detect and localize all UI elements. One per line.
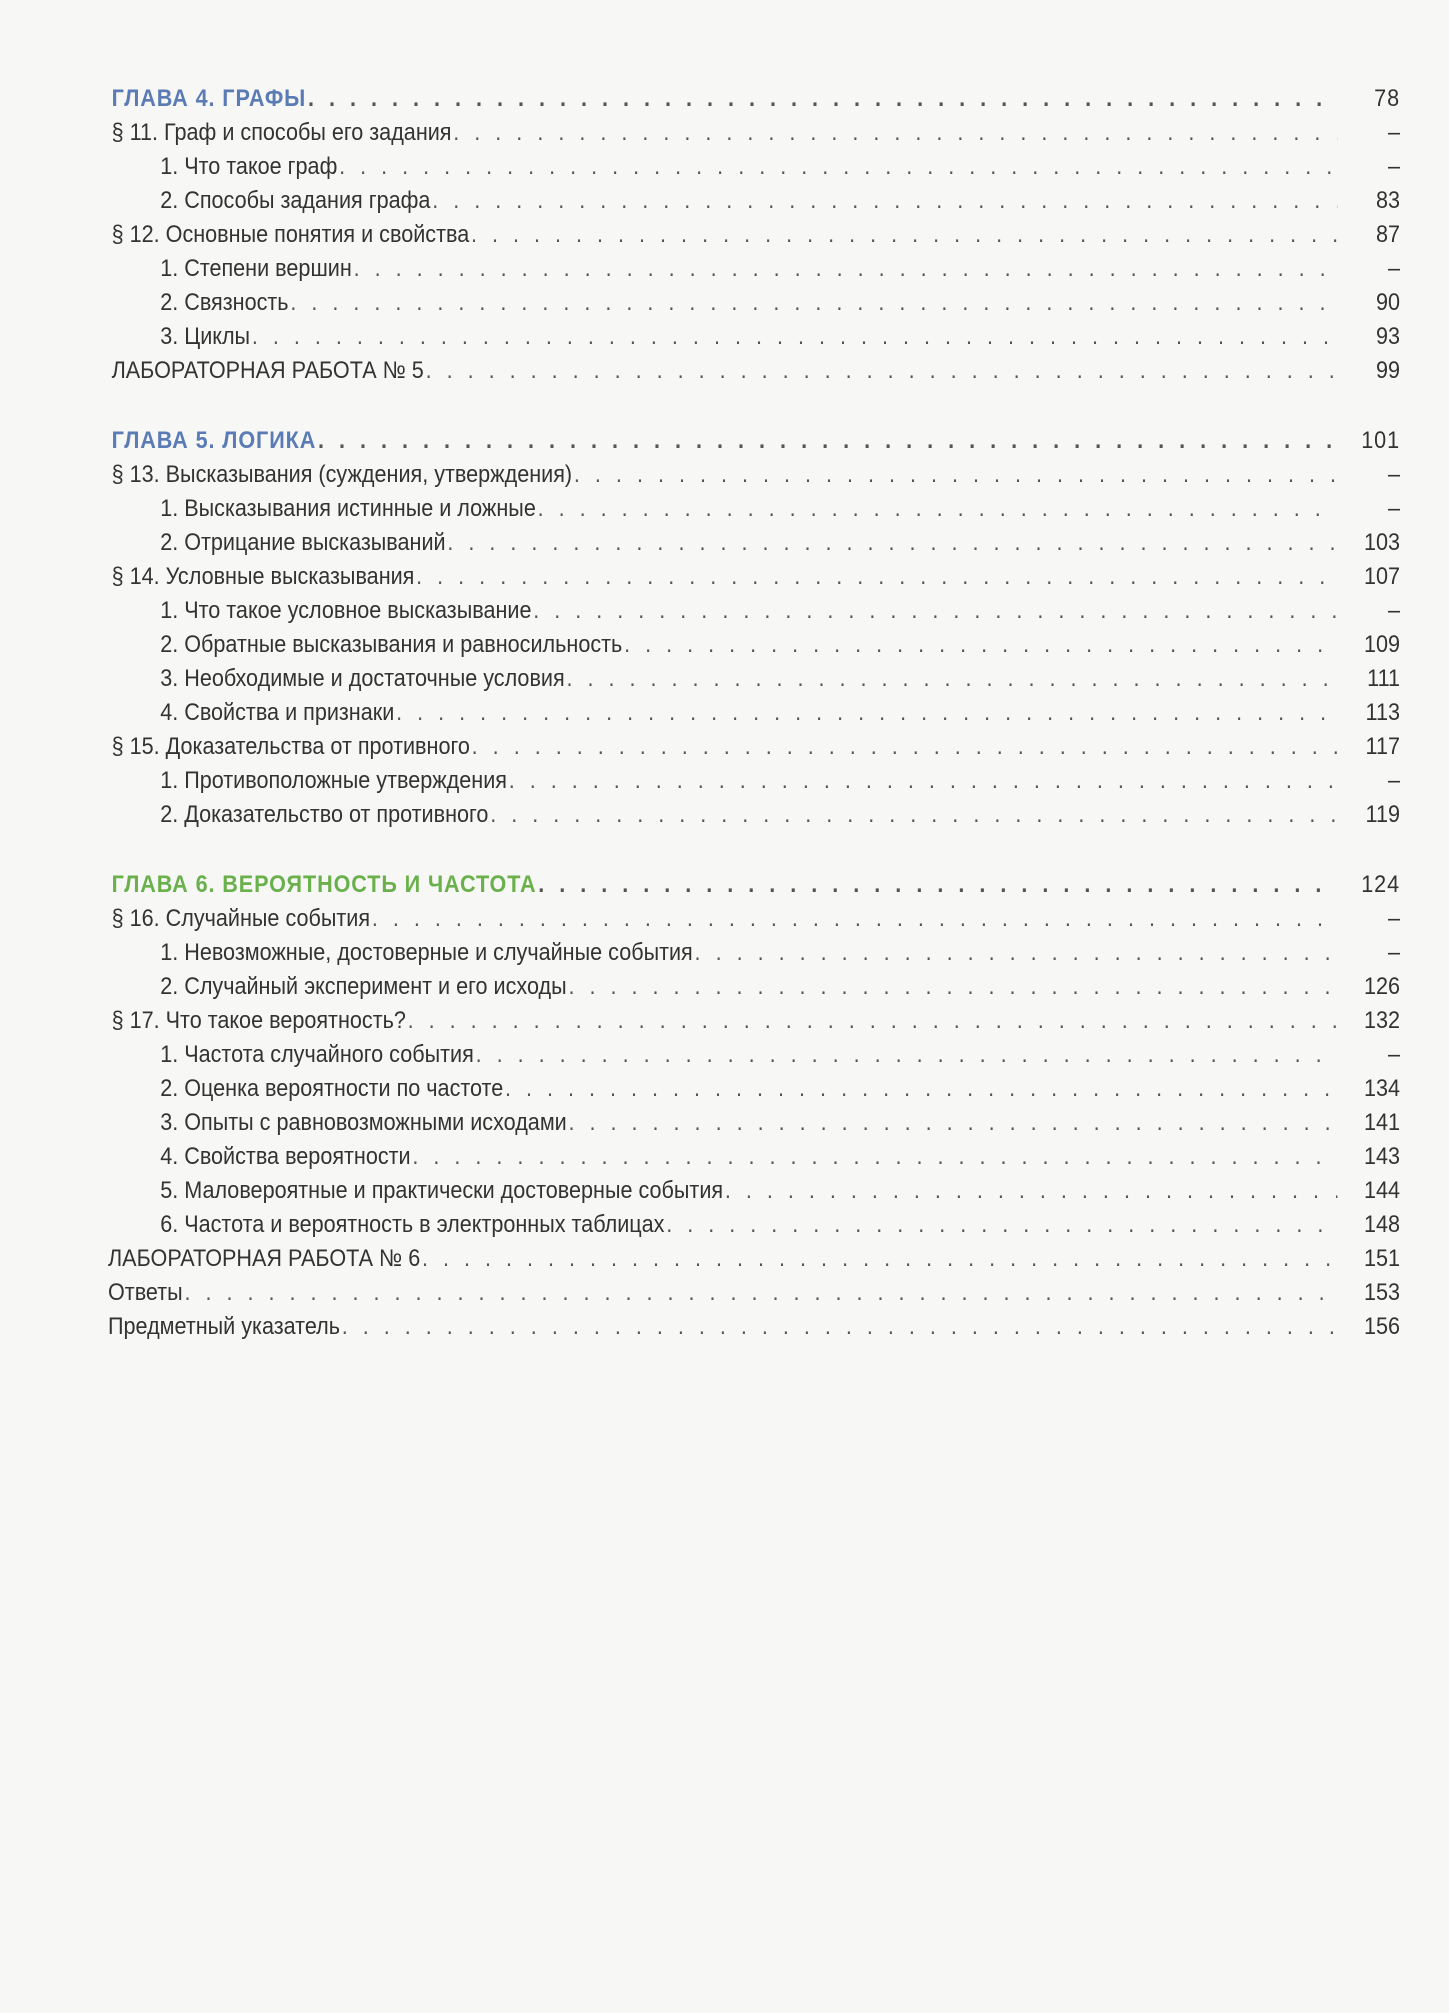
toc-subsection-entry[interactable] (0, 286, 1400, 320)
page-number: 132 (1363, 1007, 1400, 1034)
entry-title: 2. Доказательство от противного (160, 801, 489, 828)
entry-title: Предметный указатель (108, 1313, 340, 1340)
toc-subsection-entry[interactable] (0, 150, 1400, 184)
chapter-title: ГЛАВА 5. ЛОГИКА (111, 427, 317, 454)
toc-subsection-entry[interactable] (0, 696, 1400, 730)
toc-subsection-entry[interactable] (0, 252, 1400, 286)
chapter-heading[interactable] (0, 868, 1400, 902)
toc-subsection-entry[interactable] (0, 1174, 1400, 1208)
toc-section-entry[interactable] (0, 218, 1400, 252)
entry-title: 1. Частота случайного события (160, 1041, 474, 1068)
leader-dots (290, 286, 1337, 320)
leader-dots (342, 1310, 1337, 1344)
page-number: – (1387, 255, 1400, 282)
entry-title: ЛАБОРАТОРНАЯ РАБОТА № 6 (108, 1245, 421, 1272)
entry-title: § 11. Граф и способы его задания (111, 119, 452, 146)
toc-subsection-entry[interactable] (0, 1072, 1400, 1106)
toc-subsection-entry[interactable] (0, 1038, 1400, 1072)
page-number: 78 (1374, 85, 1400, 112)
page-number: 144 (1363, 1177, 1400, 1204)
leader-dots (574, 458, 1337, 492)
page-number: 83 (1375, 187, 1400, 214)
entry-title: 6. Частота и вероятность в электронных таблицах (160, 1211, 665, 1238)
page-number: 113 (1365, 699, 1400, 726)
leader-dots (426, 354, 1337, 388)
leader-dots (453, 116, 1337, 150)
page-number: 103 (1363, 529, 1400, 556)
page-number: – (1387, 939, 1400, 966)
leader-dots (372, 902, 1337, 936)
leader-dots (666, 1208, 1337, 1242)
entry-title: 2. Обратные высказывания и равносильность (160, 631, 623, 658)
entry-title: 1. Степени вершин (160, 255, 352, 282)
entry-title: 1. Невозможные, достоверные и случайные события (160, 939, 693, 966)
leader-dots (476, 1038, 1337, 1072)
leader-dots (412, 1140, 1337, 1174)
entry-title: 2. Отрицание высказываний (160, 529, 446, 556)
toc-section-entry[interactable] (0, 560, 1400, 594)
leader-dots (184, 1276, 1337, 1310)
entry-title: 2. Оценка вероятности по частоте (160, 1075, 504, 1102)
entry-title: 1. Противоположные утверждения (160, 767, 507, 794)
page-number: 151 (1363, 1245, 1400, 1272)
entry-title: § 17. Что такое вероятность? (111, 1007, 406, 1034)
toc-subsection-entry[interactable] (0, 526, 1400, 560)
page-number: – (1387, 153, 1400, 180)
toc-section-entry[interactable] (0, 458, 1400, 492)
leader-dots (408, 1004, 1337, 1038)
page-number: 134 (1363, 1075, 1400, 1102)
entry-title: 3. Циклы (160, 323, 251, 350)
toc-subsection-entry[interactable] (0, 1208, 1400, 1242)
page-number: 107 (1363, 563, 1400, 590)
leader-dots (396, 696, 1337, 730)
page-number: 141 (1363, 1109, 1400, 1136)
leader-dots (566, 662, 1336, 696)
entry-title: Ответы (108, 1279, 183, 1306)
page-number: 90 (1375, 289, 1400, 316)
leader-dots (725, 1174, 1337, 1208)
entry-title: 1. Высказывания истинные и ложные (160, 495, 536, 522)
toc-section-entry[interactable] (0, 354, 1400, 388)
leader-dots (490, 798, 1337, 832)
toc-section-entry[interactable] (0, 1004, 1400, 1038)
leader-dots (339, 150, 1337, 184)
page-number: – (1387, 597, 1400, 624)
page-number: – (1387, 495, 1400, 522)
toc-subsection-entry[interactable] (0, 594, 1400, 628)
page-number: 93 (1375, 323, 1400, 350)
leader-dots (509, 764, 1337, 798)
page-number: 156 (1363, 1313, 1400, 1340)
toc-subsection-entry[interactable] (0, 936, 1400, 970)
leader-dots (569, 1106, 1337, 1140)
chapter-heading[interactable] (0, 424, 1400, 458)
page-number: – (1387, 767, 1400, 794)
toc-appendix-entry[interactable] (0, 1242, 1400, 1276)
entry-title: 3. Опыты с равновозможными исходами (160, 1109, 567, 1136)
leader-dots (471, 218, 1337, 252)
leader-dots (472, 730, 1337, 764)
leader-dots (354, 252, 1337, 286)
entry-title: § 12. Основные понятия и свойства (111, 221, 470, 248)
toc-section-entry[interactable] (0, 902, 1400, 936)
toc-subsection-entry[interactable] (0, 798, 1400, 832)
entry-title: § 16. Случайные события (111, 905, 371, 932)
toc-subsection-entry[interactable] (0, 1106, 1400, 1140)
entry-title: 2. Способы задания графа (160, 187, 431, 214)
page-number: – (1387, 1041, 1400, 1068)
chapter-title: ГЛАВА 6. ВЕРОЯТНОСТЬ И ЧАСТОТА (111, 871, 537, 898)
page-number: 148 (1363, 1211, 1400, 1238)
leader-dots (538, 492, 1337, 526)
chapter-title: ГЛАВА 4. ГРАФЫ (111, 85, 307, 112)
leader-dots (432, 184, 1337, 218)
leader-dots (447, 526, 1337, 560)
leader-dots (538, 868, 1337, 902)
entry-title: 1. Что такое граф (160, 153, 338, 180)
entry-title: 4. Свойства и признаки (160, 699, 395, 726)
table-of-contents (0, 82, 1449, 1344)
entry-title: § 14. Условные высказывания (111, 563, 415, 590)
toc-subsection-entry[interactable] (0, 1140, 1400, 1174)
leader-dots (533, 594, 1337, 628)
entry-title: 1. Что такое условное высказывание (160, 597, 532, 624)
leader-dots (416, 560, 1337, 594)
page-number: 117 (1365, 733, 1400, 760)
page-number: 126 (1363, 973, 1400, 1000)
chapter-heading[interactable] (0, 82, 1400, 116)
page-number: 153 (1363, 1279, 1400, 1306)
page-number: 99 (1375, 357, 1400, 384)
toc-appendix-entry[interactable] (0, 1310, 1400, 1344)
entry-title: 5. Маловероятные и практически достоверные события (160, 1177, 724, 1204)
page-number: 119 (1365, 801, 1400, 828)
page-number: – (1387, 461, 1400, 488)
page-number: 87 (1375, 221, 1400, 248)
entry-title: 2. Связность (160, 289, 289, 316)
toc-subsection-entry[interactable] (0, 662, 1400, 696)
leader-dots (318, 424, 1337, 458)
page-number: 101 (1361, 427, 1400, 454)
page-number: – (1387, 119, 1400, 146)
page-number: 109 (1363, 631, 1400, 658)
page-number: 124 (1361, 871, 1400, 898)
entry-title: § 15. Доказательства от противного (111, 733, 470, 760)
entry-title: § 13. Высказывания (суждения, утверждения) (111, 461, 573, 488)
toc-section-entry[interactable] (0, 730, 1400, 764)
page-number: – (1387, 905, 1400, 932)
entry-title: ЛАБОРАТОРНАЯ РАБОТА № 5 (111, 357, 424, 384)
toc-subsection-entry[interactable] (0, 764, 1400, 798)
leader-dots (505, 1072, 1337, 1106)
entry-title: 2. Случайный эксперимент и его исходы (160, 973, 567, 1000)
toc-subsection-entry[interactable] (0, 320, 1400, 354)
leader-dots (695, 936, 1337, 970)
leader-dots (568, 970, 1337, 1004)
page-number: 143 (1363, 1143, 1400, 1170)
toc-section-entry[interactable] (0, 116, 1400, 150)
leader-dots (252, 320, 1337, 354)
entry-title: 4. Свойства вероятности (160, 1143, 411, 1170)
leader-dots (308, 82, 1337, 116)
toc-appendix-entry[interactable] (0, 1276, 1400, 1310)
toc-subsection-entry[interactable] (0, 628, 1400, 662)
entry-title: 3. Необходимые и достаточные условия (160, 665, 565, 692)
toc-subsection-entry[interactable] (0, 492, 1400, 526)
toc-subsection-entry[interactable] (0, 184, 1400, 218)
leader-dots (624, 628, 1337, 662)
toc-subsection-entry[interactable] (0, 970, 1400, 1004)
leader-dots (422, 1242, 1337, 1276)
page-number: 111 (1367, 665, 1400, 692)
